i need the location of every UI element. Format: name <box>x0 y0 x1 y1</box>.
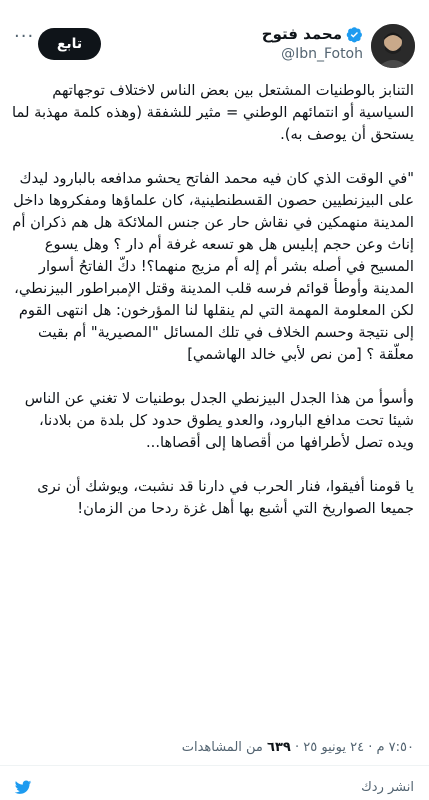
more-icon[interactable]: ··· <box>14 26 35 47</box>
divider <box>0 765 429 766</box>
reply-input[interactable]: انشر ردك <box>361 780 414 795</box>
verified-badge-icon <box>346 26 363 43</box>
tweet-date[interactable]: ٢٤ يونيو ٢٥ <box>303 740 365 755</box>
avatar[interactable] <box>371 24 415 68</box>
tweet-header <box>0 0 429 76</box>
tweet-paragraph: يا قومنا أفيقوا، فنار الحرب في دارنا قد نشبت، ويوشك أن نرى جميعا الصواريخ التي أشبع بها أهل غزة ردحا من الزمان! <box>37 478 414 517</box>
author-name-row[interactable] <box>262 24 363 44</box>
tweet-time[interactable]: ٧:٥٠ م <box>376 740 414 755</box>
tweet-text <box>12 80 414 542</box>
views-label: من المشاهدات <box>181 740 263 755</box>
twitter-bird-icon <box>14 778 32 796</box>
views-count: ٦٣٩ <box>267 740 291 755</box>
reply-bar <box>0 776 429 800</box>
avatar-image <box>371 24 415 68</box>
meta-separator: · <box>294 740 300 755</box>
display-name[interactable]: محمد فتوح <box>261 25 342 43</box>
tweet-paragraph: وأسوأ من هذا الجدل البيزنطي الجدل بوطنيات لا تغني عن الناس شيئا تحت مدافع البارود، والعدو يطوق حدود كل بلدة من بلادنا، ويده تصل لأطرافها من أقصاها إلى أقصاها... <box>24 390 414 451</box>
tweet-paragraph: "في الوقت الذي كان فيه محمد الفاتح يحشو مدافعه بالبارود ليدك على البيزنطيين حصون القسطنطينية، كان علماؤها ومفكروها داخل المدينة منهمكين في نقاش حار عن جنس الملائكة هل هم ذكران أم إناث وعن حجم إبليس هل هو تسعه غرفة أم دار ؟ وهل يسوع المسيح في أصله بشر أم إله أم مزيج منهما؟! دكّ الفاتحُ أسوار المدينة وأوطأ قوائم فرسه قلب المدينة وقتل الإمبراطور البيزنطي، لكن المعلومة المهمة التي لم ينقلها لنا المؤرخون: هل انتهى القوم إلى نتيجة وحسم الخلاف في تلك المسائل "المصيرية" أم بقيت معلّقة ؟ [من نص لأبي خالد الهاشمي] <box>12 170 414 363</box>
follow-button[interactable]: تابع <box>38 28 101 60</box>
meta-separator: · <box>368 740 373 755</box>
tweet-paragraph: التنابز بالوطنيات المشتعل بين بعض الناس لاختلاف توجهاتهم السياسية أو انتمائهم الوطني = مثير للشفقة (وهذه كلمة مهذبة لما يستحق أن يوصف به). <box>11 82 414 143</box>
tweet-meta <box>14 740 414 755</box>
user-handle[interactable]: @Ibn_Fotoh <box>281 46 363 62</box>
